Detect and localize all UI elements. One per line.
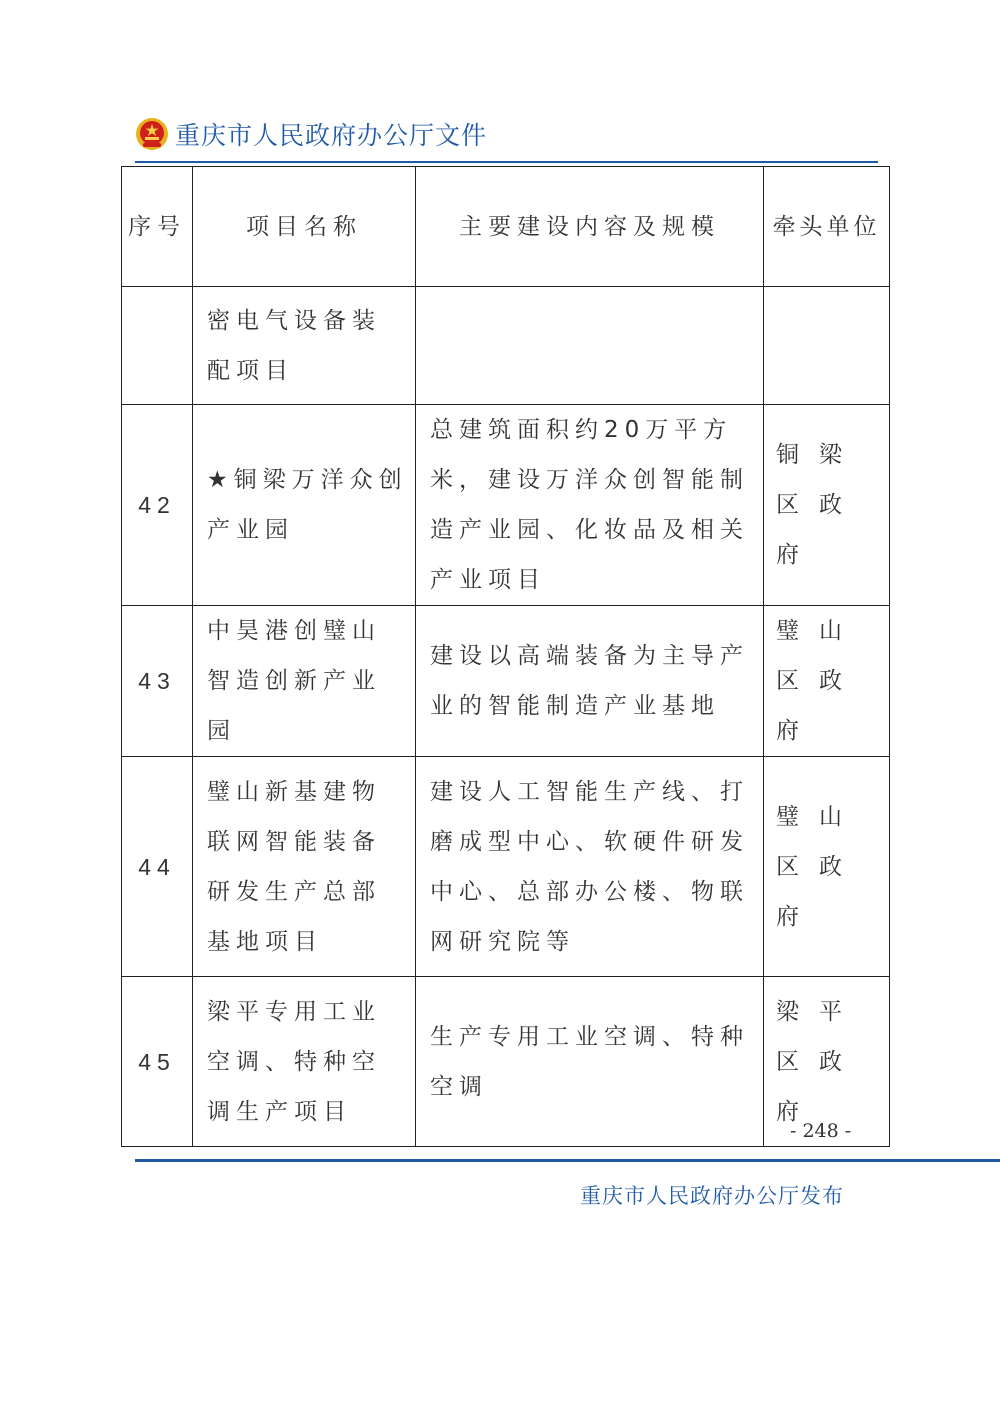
project-content xyxy=(416,287,764,405)
document-header xyxy=(135,112,487,156)
header-divider xyxy=(135,161,878,163)
lead-unit: 璧山区政府 xyxy=(764,757,890,977)
column-header-content: 主要建设内容及规模 xyxy=(416,167,764,287)
header-title: 重庆市人民政府办公厅文件 xyxy=(175,121,488,150)
publisher-label: 重庆市人民政府办公厅发布 xyxy=(580,1184,844,1208)
project-name: 璧山新基建物联网智能装备研发生产总部基地项目 xyxy=(193,757,416,977)
project-name: 密电气设备装配项目 xyxy=(193,287,416,405)
page-number: - 248 - xyxy=(790,1120,852,1142)
row-number: 45 xyxy=(122,977,193,1147)
row-number: 42 xyxy=(122,405,193,606)
row-number: 44 xyxy=(122,757,193,977)
national-emblem-icon xyxy=(135,117,169,151)
project-name: ★铜梁万洋众创产业园 xyxy=(193,405,416,606)
table-row xyxy=(122,606,890,757)
row-number: 43 xyxy=(122,606,193,757)
table-header-row xyxy=(122,167,890,287)
lead-unit: 璧山区政府 xyxy=(764,606,890,757)
lead-unit: 铜梁区政府 xyxy=(764,405,890,606)
project-content: 建设以高端装备为主导产业的智能制造产业基地 xyxy=(416,606,764,757)
footer-divider xyxy=(135,1159,1000,1162)
project-name: 梁平专用工业空调、特种空调生产项目 xyxy=(193,977,416,1147)
table-row xyxy=(122,287,890,405)
project-content: 生产专用工业空调、特种空调 xyxy=(416,977,764,1147)
lead-unit xyxy=(764,287,890,405)
project-name: 中昊港创璧山智造创新产业园 xyxy=(193,606,416,757)
table-row xyxy=(122,405,890,606)
table-row xyxy=(122,757,890,977)
project-content: 建设人工智能生产线、打磨成型中心、软硬件研发中心、总部办公楼、物联网研究院等 xyxy=(416,757,764,977)
column-header-lead-unit: 牵头单位 xyxy=(764,167,890,287)
table-row xyxy=(122,977,890,1147)
project-table xyxy=(121,166,890,1147)
column-header-number: 序号 xyxy=(122,167,193,287)
row-number xyxy=(122,287,193,405)
project-content: 总建筑面积约20万平方米，建设万洋众创智能制造产业园、化妆品及相关产业项目 xyxy=(416,405,764,606)
column-header-project-name: 项目名称 xyxy=(193,167,416,287)
lead-unit: 梁平区政府 xyxy=(764,977,890,1147)
